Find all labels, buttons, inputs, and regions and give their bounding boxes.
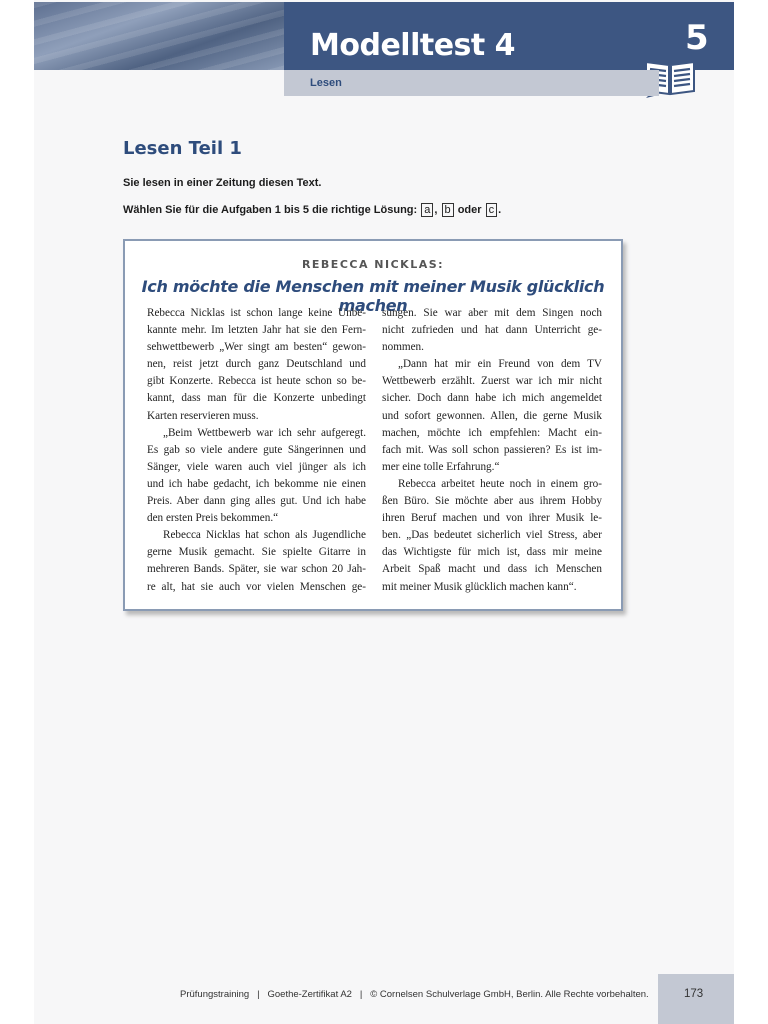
text-line: sungen. Sie war aber mit dem Singen noch xyxy=(382,307,602,319)
text-line: den ersten Preis bekommen.“ xyxy=(147,512,279,525)
page-number: 173 xyxy=(684,988,704,1000)
text-line: Preis. Aber dann ging alles gut. Und ich habe xyxy=(147,495,366,508)
text-line: Sänger, viele waren auch viel jünger als ich xyxy=(147,460,366,473)
option-separator: , xyxy=(434,204,438,216)
chapter-number: 5 xyxy=(685,18,709,58)
text-line: ben. „Das bedeutet sicherlich viel Stress, aber xyxy=(382,529,602,542)
text-line: fach mit. Was soll schon passieren? Es ist im- xyxy=(382,443,602,456)
article-headline: Ich möchte die Menschen mit meiner Musik glücklich machen xyxy=(141,277,605,315)
instruction-text: Sie lesen in einer Zeitung diesen Text. xyxy=(123,177,322,189)
text-line: sehwettbewerb „Wer singt am besten“ gewon- xyxy=(147,341,366,354)
text-line: ßen Büro. Sie möchte aber aus ihrem Hobby xyxy=(382,495,602,508)
text-line: Wettbewerb erzählt. Zuerst war ich mir nicht xyxy=(382,375,602,388)
text-line: und ich habe gedacht, ich bekomme nie einen xyxy=(147,477,366,490)
text-line: Arbeit Spaß macht und dass ich Menschen xyxy=(382,563,602,576)
header-decoration xyxy=(34,2,284,70)
option-or: oder xyxy=(457,204,482,216)
option-b-box: b xyxy=(442,203,454,217)
text-line: re alt, hat sie auch vor vielen Menschen ge- xyxy=(147,580,366,593)
article-kicker: REBECCA NICKLAS: xyxy=(301,258,445,271)
text-line: Rebecca arbeitet heute noch in einem gro- xyxy=(398,477,602,490)
text-line: nen, reist jetzt durch ganz Deutschland und xyxy=(147,358,366,371)
text-line: machen, möchte ich empfehlen: Macht ein- xyxy=(382,426,602,439)
footer-copyright: Prüfungstraining | Goethe-Zertifikat A2 | © Cornelsen Schulverlage GmbH, Berlin. Alle Rechte vorbehalten. xyxy=(180,989,649,1000)
text-line: mit meiner Musik glücklich machen kann“. xyxy=(382,580,577,593)
text-line: ihren Beruf machen und von ihrer Musik le- xyxy=(382,512,602,525)
text-line: nommen. xyxy=(382,341,424,354)
text-line: gibt Konzerte. Rebecca ist heute schon so be- xyxy=(147,375,366,388)
text-line: „Dann hat mir ein Freund von dem TV xyxy=(398,358,602,371)
text-line: mer eine tolle Erfahrung.“ xyxy=(382,460,500,473)
option-period: . xyxy=(498,204,502,216)
text-line: mehreren Bands. Später, sie war schon 20 Jah- xyxy=(147,563,366,576)
text-line: Es gab so viele andere gute Sängerinnen und xyxy=(147,443,366,456)
text-line: das Wichtigste für mich ist, dass mir meine xyxy=(382,546,602,559)
page-title: Modelltest 4 xyxy=(310,28,516,63)
article-column-right xyxy=(382,305,602,596)
instruction-options xyxy=(123,203,501,217)
text-line: „Beim Wettbewerb war ich sehr aufgeregt. xyxy=(163,426,366,439)
text-line: nicht zufrieden und hat dann Unterricht ge- xyxy=(382,324,602,337)
text-line: Rebecca Nicklas hat schon als Jugendliche xyxy=(163,529,366,542)
text-line: kannte mehr. Im letzten Jahr hat sie den Fern- xyxy=(147,324,366,337)
instruction-prefix: Wählen Sie für die Aufgaben 1 bis 5 die richtige Lösung: xyxy=(123,204,418,216)
text-line: Karten reservieren muss. xyxy=(147,409,259,422)
text-line: sicher. Doch dann habe ich mich angemeldet xyxy=(382,392,602,405)
text-line: kannt, dass man für die Konzerte unbedingt xyxy=(147,392,366,405)
option-a-box: a xyxy=(421,203,433,217)
section-label: Lesen xyxy=(310,77,342,89)
option-c-box: c xyxy=(486,203,498,217)
text-line: gerne Musik gemacht. Sie spielte Gitarre in xyxy=(147,546,366,559)
article-column-left xyxy=(147,305,366,596)
article-box xyxy=(123,239,623,611)
task-title: Lesen Teil 1 xyxy=(123,138,242,159)
text-line: Rebecca Nicklas ist schon lange keine Unbe- xyxy=(147,307,366,319)
text-line: und sofort gewonnen. Allen, die gerne Musik xyxy=(382,409,602,422)
